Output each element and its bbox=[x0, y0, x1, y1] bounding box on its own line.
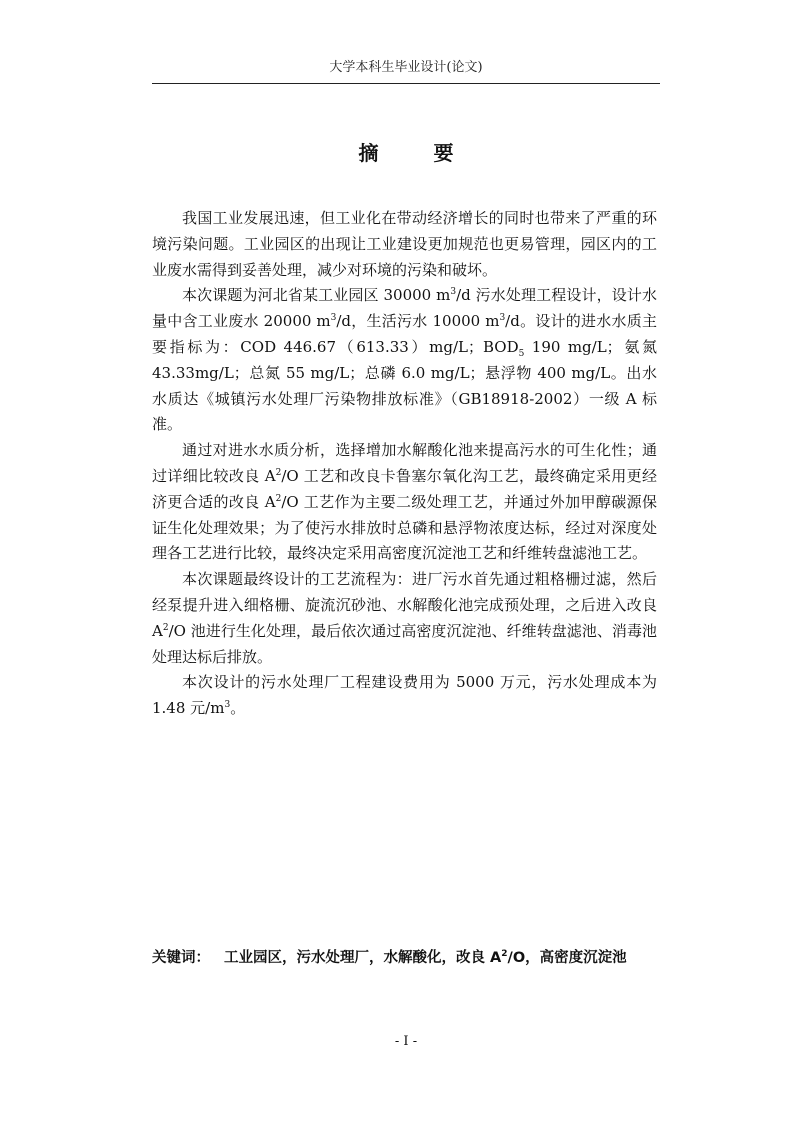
abstract-paragraph-5: 本次设计的污水处理厂工程建设费用为 5000 万元，污水处理成本为 1.48 元$/m^3$。 bbox=[152, 673, 657, 718]
keywords-list: 工业园区，污水处理厂，水解酸化，改良 $A^2/O$，高密度沉淀池 bbox=[224, 949, 627, 966]
abstract-paragraph-2: 本次课题为河北省某工业园区 30000 $m^3/d$ 污水处理工程设计，设计水量中含工业废水 20000 $m^3/d$，生活污水 10000 $m^3/d$。设计的进水水质主要指标为：COD 446.67（613.33）mg/L；$BOD_5$ 190 mg/L；氨氮 43.33mg/L；总氮 55 mg/L；总磷 6.0 mg/L；悬浮物 400 mg/L。出水水质达《城镇污水处理厂污染物排放标准》（GB18918-2002）一级 A 标准。 bbox=[152, 286, 657, 434]
keywords-line bbox=[152, 946, 672, 967]
abstract-paragraph-3: 通过对进水水质分析，选择增加水解酸化池来提高污水的可生化性；通过详细比较改良 $A^2/O$ 工艺和改良卡鲁塞尔氧化沟工艺，最终确定采用更经济更合适的改良 $A^2/O$ 工艺作为主要二级处理工艺，并通过外加甲醇碳源保证生化处理效果；为了使污水排放时总磷和悬浮物浓度达标，经过对深度处理各工艺进行比较，最终决定采用高密度沉淀池工艺和纤维转盘滤池工艺。 bbox=[152, 441, 657, 563]
header-divider bbox=[152, 83, 660, 84]
page-number: - I - bbox=[394, 1034, 418, 1049]
abstract-body bbox=[152, 206, 657, 722]
abstract-paragraph-1: 我国工业发展迅速，但工业化在带动经济增长的同时也带来了严重的环境污染问题。工业园区的出现让工业建设更加规范也更易管理，园区内的工业废水需得到妥善处理，减少对环境的污染和破坏。 bbox=[152, 209, 657, 279]
running-header: 大学本科生毕业设计(论文) bbox=[329, 60, 483, 75]
abstract-paragraph-4: 本次课题最终设计的工艺流程为：进厂污水首先通过粗格栅过滤，然后经泵提升进入细格栅、旋流沉砂池、水解酸化池完成预处理，之后进入改良 $A^2/O$ 池进行生化处理，最后依次通过高密度沉淀池、纤维转盘滤池、消毒池处理达标后排放。 bbox=[152, 570, 657, 666]
abstract-heading: 摘 要 bbox=[358, 141, 478, 165]
keywords-label: 关键词： bbox=[152, 950, 210, 966]
